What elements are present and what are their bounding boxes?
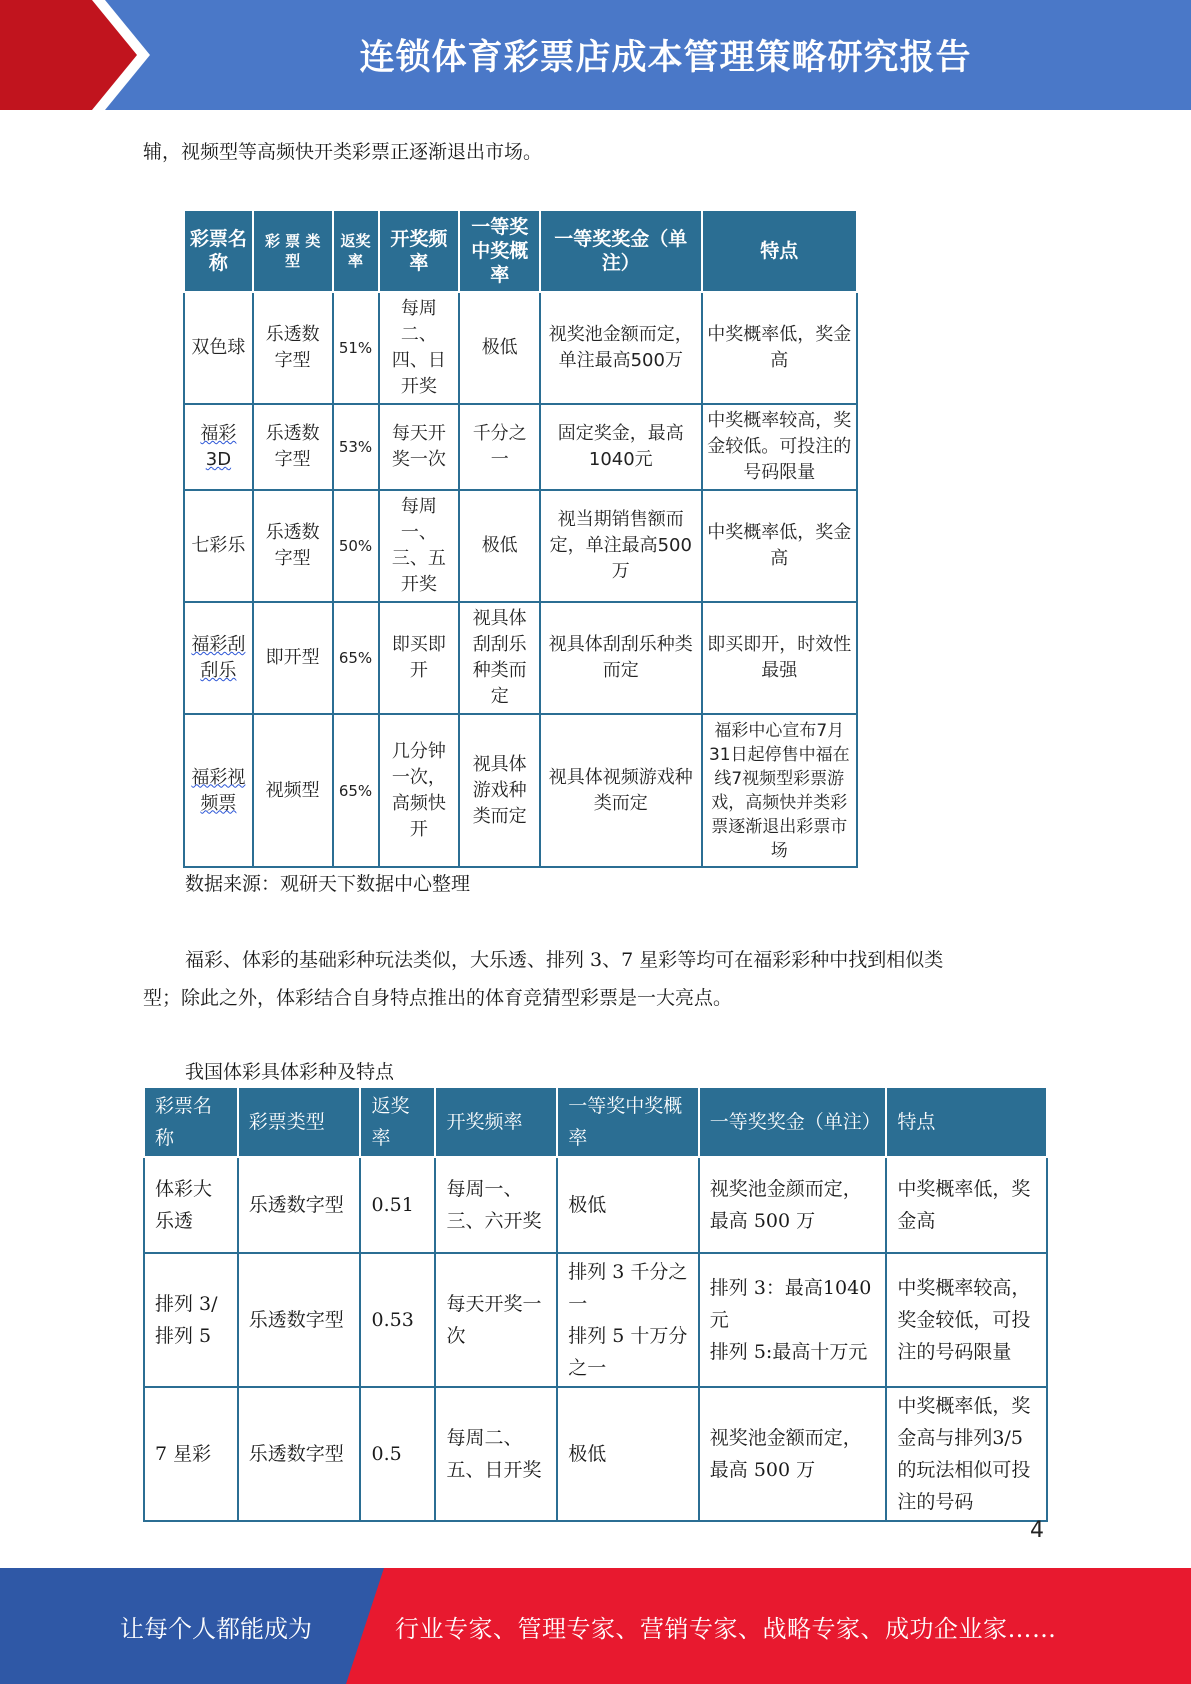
table-row — [184, 490, 857, 602]
page-footer — [0, 1568, 1191, 1684]
intro-line: 辅，视频型等高频快开类彩票正逐渐退出市场。 — [143, 141, 543, 163]
table-cell: 几分钟一次，高频快开 — [379, 714, 460, 867]
table-cell: 每周二、五、日开奖 — [435, 1387, 557, 1521]
table-cell: 体彩大乐透 — [144, 1157, 238, 1253]
table-cell: 视当期销售额而定，单注最高500万 — [540, 490, 701, 602]
table1-header-cell: 开奖频率 — [379, 210, 460, 292]
table-cell: 极低 — [557, 1387, 699, 1521]
table1-header-cell: 一等奖奖金（单注） — [540, 210, 701, 292]
table-cell: 乐透数字型 — [253, 404, 333, 490]
table-cell: 排列 3/排列 5 — [144, 1253, 238, 1387]
table-cell: 中奖概率较高，奖金较低，可投注的号码限量 — [886, 1253, 1047, 1387]
table2-header-cell: 特点 — [886, 1087, 1047, 1157]
table-cell: 福彩视频票 — [184, 714, 253, 867]
table2-header-row — [144, 1087, 1047, 1157]
table-cell: 双色球 — [184, 292, 253, 404]
table-cell: 排列 3：最高1040 元 排列 5:最高十万元 — [699, 1253, 887, 1387]
table-cell: 7 星彩 — [144, 1387, 238, 1521]
table-cell: 极低 — [557, 1157, 699, 1253]
table1-header-cell: 返奖率 — [333, 210, 379, 292]
table-cell: 极低 — [459, 292, 540, 404]
table-cell: 每周一、三、六开奖 — [435, 1157, 557, 1253]
table-cell: 乐透数字型 — [238, 1157, 361, 1253]
source-note: 数据来源：观研天下数据中心整理 — [185, 873, 471, 895]
table-cell: 乐透数字型 — [253, 490, 333, 602]
table-cell: 每周一、三、五开奖 — [379, 490, 460, 602]
table-cell: 53% — [333, 404, 379, 490]
table-cell: 50% — [333, 490, 379, 602]
table-cell: 即买即开，时效性最强 — [702, 602, 857, 714]
table-cell: 每周二、四、日开奖 — [379, 292, 460, 404]
table-cell: 中奖概率低，奖金高与排列3/5 的玩法相似可投注的号码 — [886, 1387, 1047, 1521]
table-cell: 视具体刮刮乐种类而定 — [540, 602, 701, 714]
table-cell: 千分之一 — [459, 404, 540, 490]
table-cell: 视奖池金额而定，单注最高500万 — [540, 292, 701, 404]
table-cell: 51% — [333, 292, 379, 404]
table-cell: 乐透数字型 — [238, 1387, 361, 1521]
table2-header-cell: 彩票类型 — [238, 1087, 361, 1157]
table-cell: 视具体游戏种类而定 — [459, 714, 540, 867]
table1-header-cell: 特点 — [702, 210, 857, 292]
table-cell: 中奖概率低，奖金高 — [702, 490, 857, 602]
header-chevron-graphic — [0, 0, 200, 110]
table-cell: 视奖池金颜而定，最高 500 万 — [699, 1157, 887, 1253]
table-cell: 排列 3 千分之一 排列 5 十万分之一 — [557, 1253, 699, 1387]
table-row — [184, 292, 857, 404]
table-cell: 0.51 — [360, 1157, 435, 1253]
table2-header-cell: 一等奖中奖概率 — [557, 1087, 699, 1157]
table-cell: 每天开奖一次 — [379, 404, 460, 490]
welfare-lottery-table — [183, 209, 858, 868]
table-cell: 中奖概率较高，奖金较低。可投注的号码限量 — [702, 404, 857, 490]
table-cell: 福彩中心宣布7月31日起停售中福在线7视频型彩票游戏，高频快并类彩票逐渐退出彩票市场 — [702, 714, 857, 867]
footer-slogan-left: 让每个人都能成为 — [120, 1614, 312, 1643]
table-cell: 七彩乐 — [184, 490, 253, 602]
table-row — [144, 1387, 1047, 1521]
table-cell: 中奖概率低，奖金高 — [886, 1157, 1047, 1253]
table1-header-row — [184, 210, 857, 292]
table-cell: 即买即开 — [379, 602, 460, 714]
page-number: 4 — [1030, 1518, 1044, 1543]
table-cell: 乐透数字型 — [238, 1253, 361, 1387]
table-cell: 即开型 — [253, 602, 333, 714]
paragraph-line: 福彩、体彩的基础彩种玩法类似，大乐透、排列 3、7 星彩等均可在福彩彩种中找到相似类 — [185, 949, 944, 971]
table2-header-cell: 一等奖奖金（单注） — [699, 1087, 887, 1157]
table-row — [144, 1253, 1047, 1387]
table-cell: 0.53 — [360, 1253, 435, 1387]
paragraph-line: 型；除此之外，体彩结合自身特点推出的体育竞猜型彩票是一大亮点。 — [143, 987, 733, 1009]
table-row — [184, 714, 857, 867]
table2-caption: 我国体彩具体彩种及特点 — [185, 1061, 395, 1083]
table-cell: 乐透数字型 — [253, 292, 333, 404]
sports-lottery-table — [143, 1086, 1048, 1522]
table-cell: 福彩刮刮乐 — [184, 602, 253, 714]
table-cell: 视奖池金额而定，最高 500 万 — [699, 1387, 887, 1521]
table2-header-cell: 开奖频率 — [435, 1087, 557, 1157]
footer-slogan-right: 行业专家、管理专家、营销专家、战略专家、成功企业家…… — [395, 1614, 1057, 1643]
table-row — [184, 404, 857, 490]
page-header — [0, 0, 1191, 110]
table-cell: 0.5 — [360, 1387, 435, 1521]
table1-header-cell: 彩票名称 — [184, 210, 253, 292]
table-cell: 65% — [333, 714, 379, 867]
table-cell: 65% — [333, 602, 379, 714]
table-row — [184, 602, 857, 714]
table-cell: 中奖概率低，奖金高 — [702, 292, 857, 404]
table-cell: 每天开奖一次 — [435, 1253, 557, 1387]
table-row — [144, 1157, 1047, 1253]
table-cell: 福彩3D — [184, 404, 253, 490]
table1-header-cell: 彩 票 类 型 — [253, 210, 333, 292]
table-cell: 视具体视频游戏种类而定 — [540, 714, 701, 867]
table-cell: 视频型 — [253, 714, 333, 867]
table2-header-cell: 彩票名称 — [144, 1087, 238, 1157]
table-cell: 视具体刮刮乐种类而定 — [459, 602, 540, 714]
page-title: 连锁体育彩票店成本管理策略研究报告 — [359, 38, 972, 78]
table2-header-cell: 返奖率 — [360, 1087, 435, 1157]
table-cell: 极低 — [459, 490, 540, 602]
table-cell: 固定奖金，最高1040元 — [540, 404, 701, 490]
table1-header-cell: 一等奖中奖概率 — [459, 210, 540, 292]
